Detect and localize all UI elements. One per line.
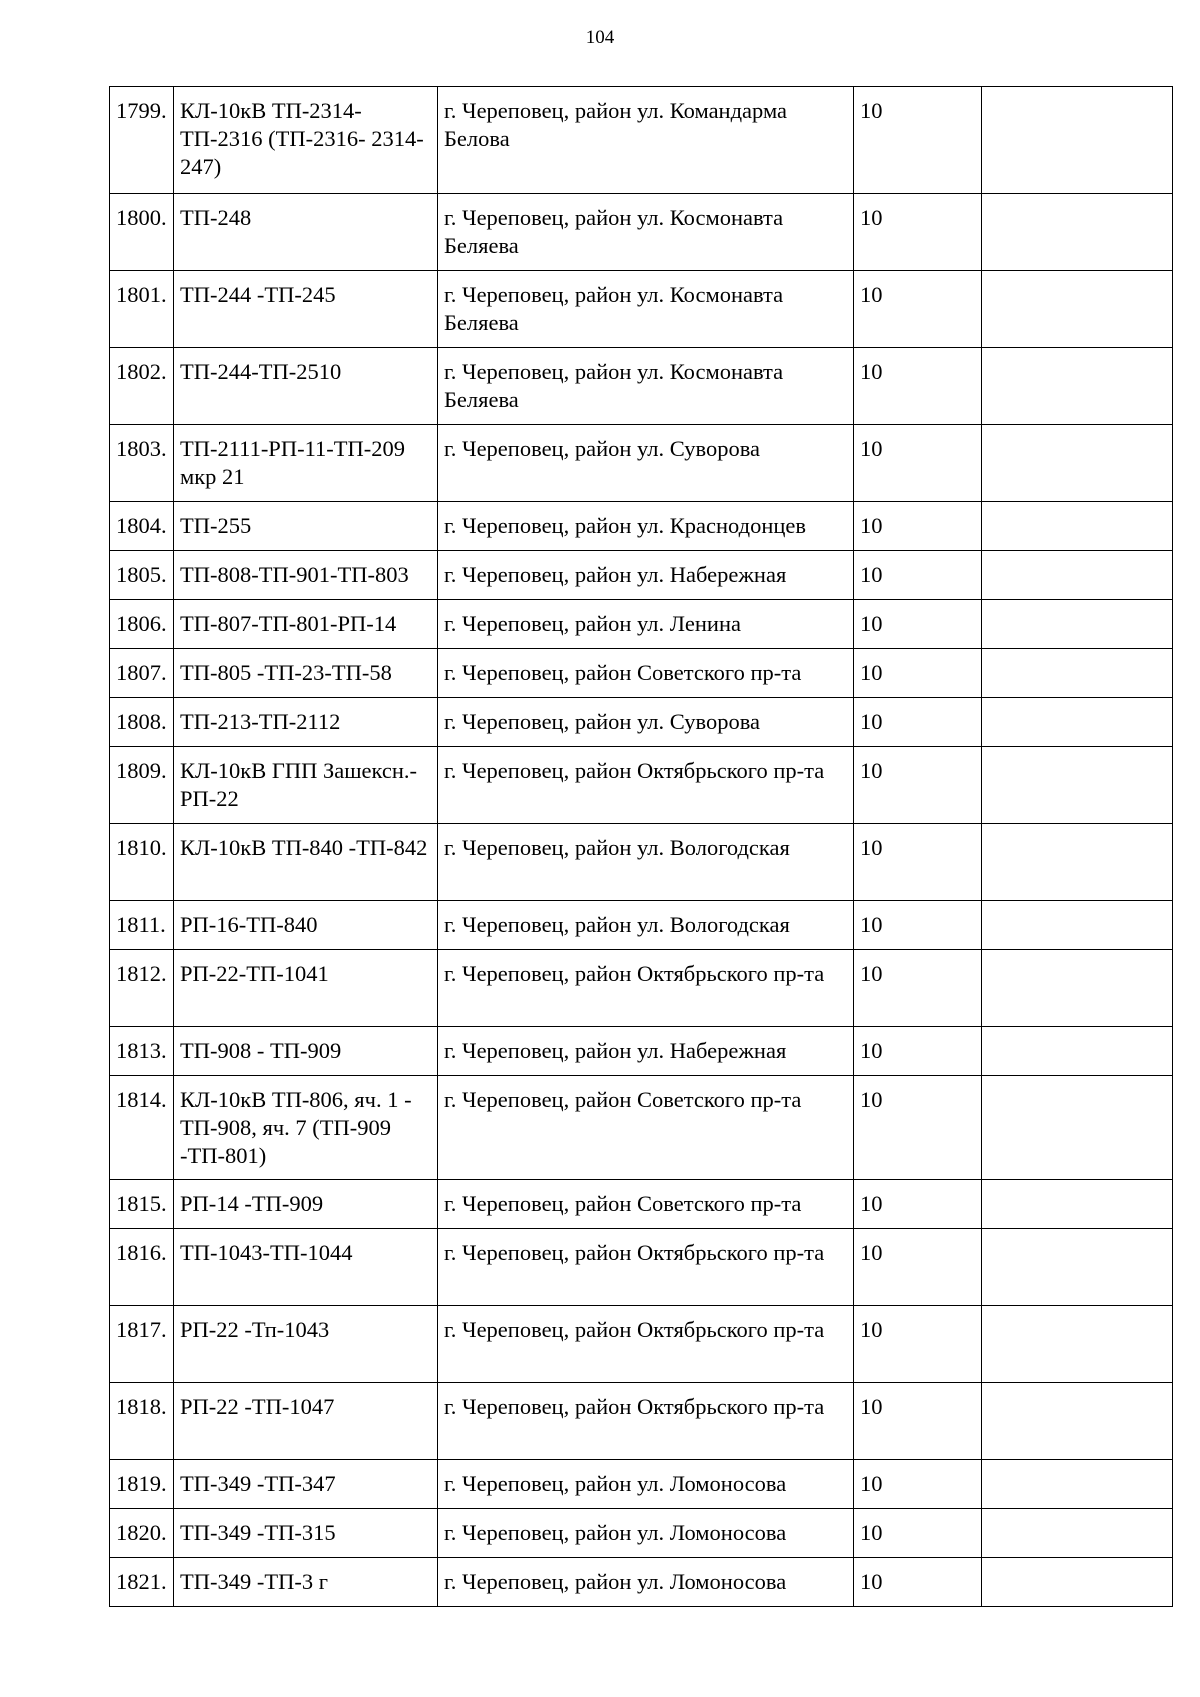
row-number-cell: 1817. — [110, 1306, 174, 1383]
table-row — [110, 271, 1173, 348]
address-cell: г. Череповец, район ул. Суворова — [438, 698, 854, 747]
row-number-cell: 1808. — [110, 698, 174, 747]
extra-cell — [982, 950, 1173, 1027]
address-cell: г. Череповец, район ул. Командарма Белова — [438, 87, 854, 194]
voltage-cell: 10 — [854, 1306, 982, 1383]
voltage-cell: 10 — [854, 1460, 982, 1509]
extra-cell — [982, 1383, 1173, 1460]
row-number-cell: 1805. — [110, 551, 174, 600]
extra-cell — [982, 502, 1173, 551]
table-row — [110, 698, 1173, 747]
voltage-cell: 10 — [854, 1076, 982, 1180]
extra-cell — [982, 1180, 1173, 1229]
table-row — [110, 747, 1173, 824]
extra-cell — [982, 1076, 1173, 1180]
voltage-cell: 10 — [854, 698, 982, 747]
extra-cell — [982, 901, 1173, 950]
extra-cell — [982, 698, 1173, 747]
row-number-cell: 1802. — [110, 348, 174, 425]
row-number-cell: 1804. — [110, 502, 174, 551]
address-cell: г. Череповец, район ул. Ломоносова — [438, 1460, 854, 1509]
row-number-cell: 1816. — [110, 1229, 174, 1306]
extra-cell — [982, 1460, 1173, 1509]
row-number-cell: 1821. — [110, 1558, 174, 1607]
voltage-cell: 10 — [854, 950, 982, 1027]
object-name-cell: ТП-808-ТП-901-ТП-803 — [174, 551, 438, 600]
table-row — [110, 1180, 1173, 1229]
extra-cell — [982, 87, 1173, 194]
extra-cell — [982, 1229, 1173, 1306]
table-row — [110, 1076, 1173, 1180]
voltage-cell: 10 — [854, 502, 982, 551]
address-cell: г. Череповец, район ул. Космонавта Беляева — [438, 348, 854, 425]
voltage-cell: 10 — [854, 87, 982, 194]
address-cell: г. Череповец, район ул. Набережная — [438, 551, 854, 600]
object-name-cell: ТП-255 — [174, 502, 438, 551]
table-row — [110, 87, 1173, 194]
address-cell: г. Череповец, район ул. Вологодская — [438, 901, 854, 950]
row-number-cell: 1819. — [110, 1460, 174, 1509]
object-name-cell: ТП-807-ТП-801-РП-14 — [174, 600, 438, 649]
row-number-cell: 1810. — [110, 824, 174, 901]
extra-cell — [982, 1306, 1173, 1383]
address-cell: г. Череповец, район ул. Космонавта Беляева — [438, 194, 854, 271]
address-cell: г. Череповец, район ул. Краснодонцев — [438, 502, 854, 551]
voltage-cell: 10 — [854, 271, 982, 348]
extra-cell — [982, 425, 1173, 502]
voltage-cell: 10 — [854, 1558, 982, 1607]
voltage-cell: 10 — [854, 824, 982, 901]
object-name-cell: ТП-1043-ТП-1044 — [174, 1229, 438, 1306]
object-name-cell: ТП-908 - ТП-909 — [174, 1027, 438, 1076]
table-row — [110, 1558, 1173, 1607]
table-row — [110, 194, 1173, 271]
row-number-cell: 1800. — [110, 194, 174, 271]
table-row — [110, 1460, 1173, 1509]
row-number-cell: 1806. — [110, 600, 174, 649]
row-number-cell: 1809. — [110, 747, 174, 824]
extra-cell — [982, 1558, 1173, 1607]
table-row — [110, 348, 1173, 425]
voltage-cell: 10 — [854, 425, 982, 502]
row-number-cell: 1818. — [110, 1383, 174, 1460]
registry-table — [109, 86, 1173, 1607]
object-name-cell: ТП-349 -ТП-347 — [174, 1460, 438, 1509]
object-name-cell: КЛ-10кВ ГПП Зашексн.-РП-22 — [174, 747, 438, 824]
object-name-cell: ТП-349 -ТП-315 — [174, 1509, 438, 1558]
extra-cell — [982, 649, 1173, 698]
address-cell: г. Череповец, район Октябрьского пр-та — [438, 950, 854, 1027]
voltage-cell: 10 — [854, 1180, 982, 1229]
address-cell: г. Череповец, район Октябрьского пр-та — [438, 1229, 854, 1306]
row-number-cell: 1807. — [110, 649, 174, 698]
extra-cell — [982, 271, 1173, 348]
table-row — [110, 1509, 1173, 1558]
voltage-cell: 10 — [854, 194, 982, 271]
table-row — [110, 551, 1173, 600]
row-number-cell: 1813. — [110, 1027, 174, 1076]
address-cell: г. Череповец, район Советского пр-та — [438, 1076, 854, 1180]
object-name-cell: ТП-2111-РП-11-ТП-209 мкр 21 — [174, 425, 438, 502]
extra-cell — [982, 348, 1173, 425]
address-cell: г. Череповец, район ул. Суворова — [438, 425, 854, 502]
voltage-cell: 10 — [854, 600, 982, 649]
table-row — [110, 824, 1173, 901]
object-name-cell: РП-22-ТП-1041 — [174, 950, 438, 1027]
row-number-cell: 1814. — [110, 1076, 174, 1180]
address-cell: г. Череповец, район Октябрьского пр-та — [438, 1306, 854, 1383]
voltage-cell: 10 — [854, 551, 982, 600]
address-cell: г. Череповец, район Октябрьского пр-та — [438, 1383, 854, 1460]
extra-cell — [982, 600, 1173, 649]
voltage-cell: 10 — [854, 747, 982, 824]
address-cell: г. Череповец, район ул. Набережная — [438, 1027, 854, 1076]
address-cell: г. Череповец, район Октябрьского пр-та — [438, 747, 854, 824]
table-row — [110, 425, 1173, 502]
object-name-cell: ТП-213-ТП-2112 — [174, 698, 438, 747]
row-number-cell: 1812. — [110, 950, 174, 1027]
object-name-cell: ТП-244 -ТП-245 — [174, 271, 438, 348]
voltage-cell: 10 — [854, 348, 982, 425]
object-name-cell: РП-16-ТП-840 — [174, 901, 438, 950]
voltage-cell: 10 — [854, 1027, 982, 1076]
object-name-cell: КЛ-10кВ ТП-806, яч. 1 - ТП-908, яч. 7 (ТП-909 -ТП-801) — [174, 1076, 438, 1180]
row-number-cell: 1799. — [110, 87, 174, 194]
extra-cell — [982, 1027, 1173, 1076]
table-row — [110, 1027, 1173, 1076]
address-cell: г. Череповец, район Советского пр-та — [438, 649, 854, 698]
row-number-cell: 1803. — [110, 425, 174, 502]
table-row — [110, 1383, 1173, 1460]
extra-cell — [982, 194, 1173, 271]
address-cell: г. Череповец, район ул. Вологодская — [438, 824, 854, 901]
extra-cell — [982, 1509, 1173, 1558]
table-row — [110, 600, 1173, 649]
object-name-cell: КЛ-10кВ ТП-2314-ТП-2316 (ТП-2316- 2314-247) — [174, 87, 438, 194]
object-name-cell: РП-22 -ТП-1047 — [174, 1383, 438, 1460]
table-row — [110, 1229, 1173, 1306]
table-row — [110, 901, 1173, 950]
object-name-cell: ТП-349 -ТП-3 г — [174, 1558, 438, 1607]
address-cell: г. Череповец, район ул. Ленина — [438, 600, 854, 649]
address-cell: г. Череповец, район ул. Ломоносова — [438, 1558, 854, 1607]
table-row — [110, 502, 1173, 551]
extra-cell — [982, 824, 1173, 901]
address-cell: г. Череповец, район ул. Космонавта Беляева — [438, 271, 854, 348]
table-row — [110, 1306, 1173, 1383]
table-row — [110, 950, 1173, 1027]
row-number-cell: 1815. — [110, 1180, 174, 1229]
object-name-cell: КЛ-10кВ ТП-840 -ТП-842 — [174, 824, 438, 901]
row-number-cell: 1801. — [110, 271, 174, 348]
object-name-cell: РП-22 -Тп-1043 — [174, 1306, 438, 1383]
object-name-cell: ТП-244-ТП-2510 — [174, 348, 438, 425]
voltage-cell: 10 — [854, 1229, 982, 1306]
address-cell: г. Череповец, район Советского пр-та — [438, 1180, 854, 1229]
object-name-cell: ТП-248 — [174, 194, 438, 271]
voltage-cell: 10 — [854, 1383, 982, 1460]
row-number-cell: 1811. — [110, 901, 174, 950]
address-cell: г. Череповец, район ул. Ломоносова — [438, 1509, 854, 1558]
object-name-cell: РП-14 -ТП-909 — [174, 1180, 438, 1229]
voltage-cell: 10 — [854, 901, 982, 950]
row-number-cell: 1820. — [110, 1509, 174, 1558]
extra-cell — [982, 551, 1173, 600]
extra-cell — [982, 747, 1173, 824]
voltage-cell: 10 — [854, 1509, 982, 1558]
registry-table-body — [110, 87, 1173, 1607]
object-name-cell: ТП-805 -ТП-23-ТП-58 — [174, 649, 438, 698]
page-number: 104 — [585, 27, 615, 48]
table-row — [110, 649, 1173, 698]
voltage-cell: 10 — [854, 649, 982, 698]
